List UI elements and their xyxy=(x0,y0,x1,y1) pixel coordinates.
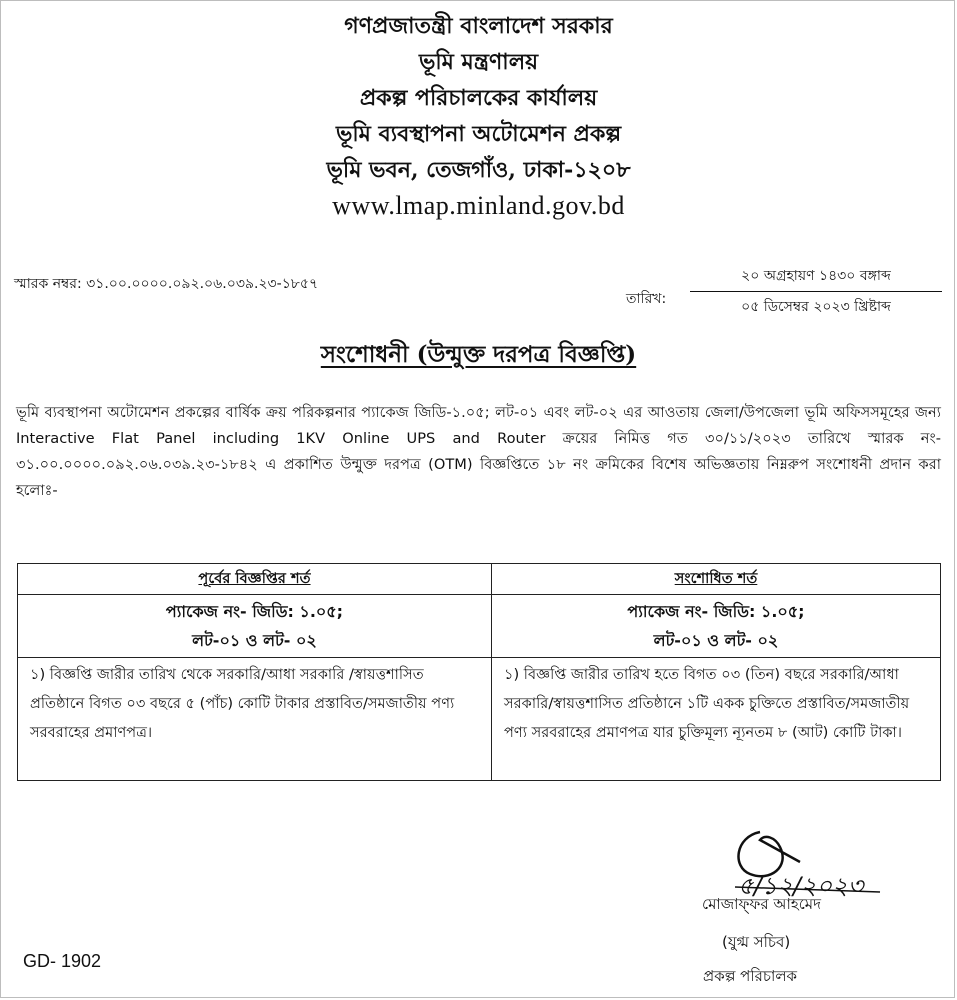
date-block xyxy=(690,264,942,319)
amendment-table xyxy=(17,563,941,781)
date-bangla: ২০ অগ্রহায়ণ ১৪৩০ বঙ্গাব্দ xyxy=(741,268,891,284)
previous-package-line: প্যাকেজ নং- জিডি: ১.০৫; xyxy=(165,602,344,621)
table-condition-row xyxy=(18,658,941,781)
date-divider xyxy=(690,291,942,292)
notice-title xyxy=(0,336,957,375)
signatory-title: প্রকল্প পরিচালক xyxy=(703,967,798,985)
header-government: গণপ্রজাতন্ত্রী বাংলাদেশ সরকার xyxy=(344,13,613,39)
footer-code: GD- 1902 xyxy=(23,951,102,971)
signatory-role: (যুগ্ম সচিব) xyxy=(722,933,791,951)
revised-package-line: প্যাকেজ নং- জিডি: ১.০৫; xyxy=(627,602,805,621)
revised-condition: ১) বিজ্ঞপ্তি জারীর তারিখ হতে বিগত ০৩ (তিন) বছরে সরকারি/আধা সরকারি/স্বায়ত্তশাসিত প্রতিষ্ঠানে ১টি একক চুক্তিতে প্রস্তাবিত/সমজাতীয় পণ্য সরবরাহের প্রমাণপত্র যার চুক্তিমূল্য ন্যূনতম ৮ (আট) কোটি টাকা। xyxy=(492,658,941,781)
header-office: প্রকল্প পরিচালকের কার্যালয় xyxy=(359,85,598,111)
header-address: ভূমি ভবন, তেজগাঁও, ঢাকা-১২০৮ xyxy=(326,157,631,183)
col-revised-header xyxy=(492,564,941,595)
previous-package-cell xyxy=(18,595,492,658)
revised-lot-line: লট-০১ ও লট- ০২ xyxy=(653,631,779,650)
previous-lot-line: লট-০১ ও লট- ০২ xyxy=(192,631,317,650)
signature-stroke xyxy=(739,832,800,876)
letterhead xyxy=(0,8,957,224)
date-english: ০৫ ডিসেম্বর ২০২৩ খ্রিষ্টাব্দ xyxy=(741,299,891,315)
header-ministry: ভূমি মন্ত্রণালয় xyxy=(418,49,539,75)
notice-title-text: সংশোধনী (উন্মুক্ত দরপত্র বিজ্ঞপ্তি) xyxy=(320,341,637,368)
col-previous-header xyxy=(18,564,492,595)
table-package-row xyxy=(18,595,941,658)
signature-date: ৫/১২/২০২৩ xyxy=(738,872,864,900)
header-website[interactable]: www.lmap.minland.gov.bd xyxy=(332,191,625,220)
notice-body: ভূমি ব্যবস্থাপনা অটোমেশন প্রকল্পের বার্ষিক ক্রয় পরিকল্পনার প্যাকেজ জিডি-১.০৫; লট-০১ এবং লট-০২ এর আওতায় জেলা/উপজেলা ভূমি অফিসসমূহের জন্য Interactive Flat Panel including 1KV Online UPS and Router ক্রয়ের নিমিত্ত গত ৩০/১১/২০২৩ তারিখে স্মারক নং- ৩১.০০.০০০০.০৯২.০৬.০৩৯.২৩-১৮৪২ এ প্রকাশিত উন্মুক্ত দরপত্র (OTM) বিজ্ঞপ্তিতে ১৮ নং ক্রমিকের বিশেষ অভিজ্ঞতায় নিম্নরুপ সংশোধনী প্রদান করা হলোঃ- xyxy=(16,404,941,499)
revised-package-cell xyxy=(492,595,941,658)
signatory-name: মোজাফ্ফর আহমেদ xyxy=(702,895,821,913)
previous-condition: ১) বিজ্ঞপ্তি জারীর তারিখ থেকে সরকারি/আধা সরকারি /স্বায়ত্তশাসিত প্রতিষ্ঠানে বিগত ০৩ বছরে ৫ (পাঁচ) কোটি টাকার প্রস্তাবিত/সমজাতীয় পণ্য সরবরাহের প্রমাণপত্র। xyxy=(18,658,492,781)
table-header-row xyxy=(18,564,941,595)
date-label: তারিখ: xyxy=(626,291,667,307)
memo-number: স্মারক নম্বর: ৩১.০০.০০০০.০৯২.০৬.০৩৯.২৩-১৮৫৭ xyxy=(14,276,319,292)
header-project: ভূমি ব্যবস্থাপনা অটোমেশন প্রকল্প xyxy=(335,121,622,147)
col-revised-header-text: সংশোধিত শর্ত xyxy=(674,570,758,587)
col-previous-header-text: পূর্বের বিজ্ঞপ্তির শর্ত xyxy=(198,570,311,587)
